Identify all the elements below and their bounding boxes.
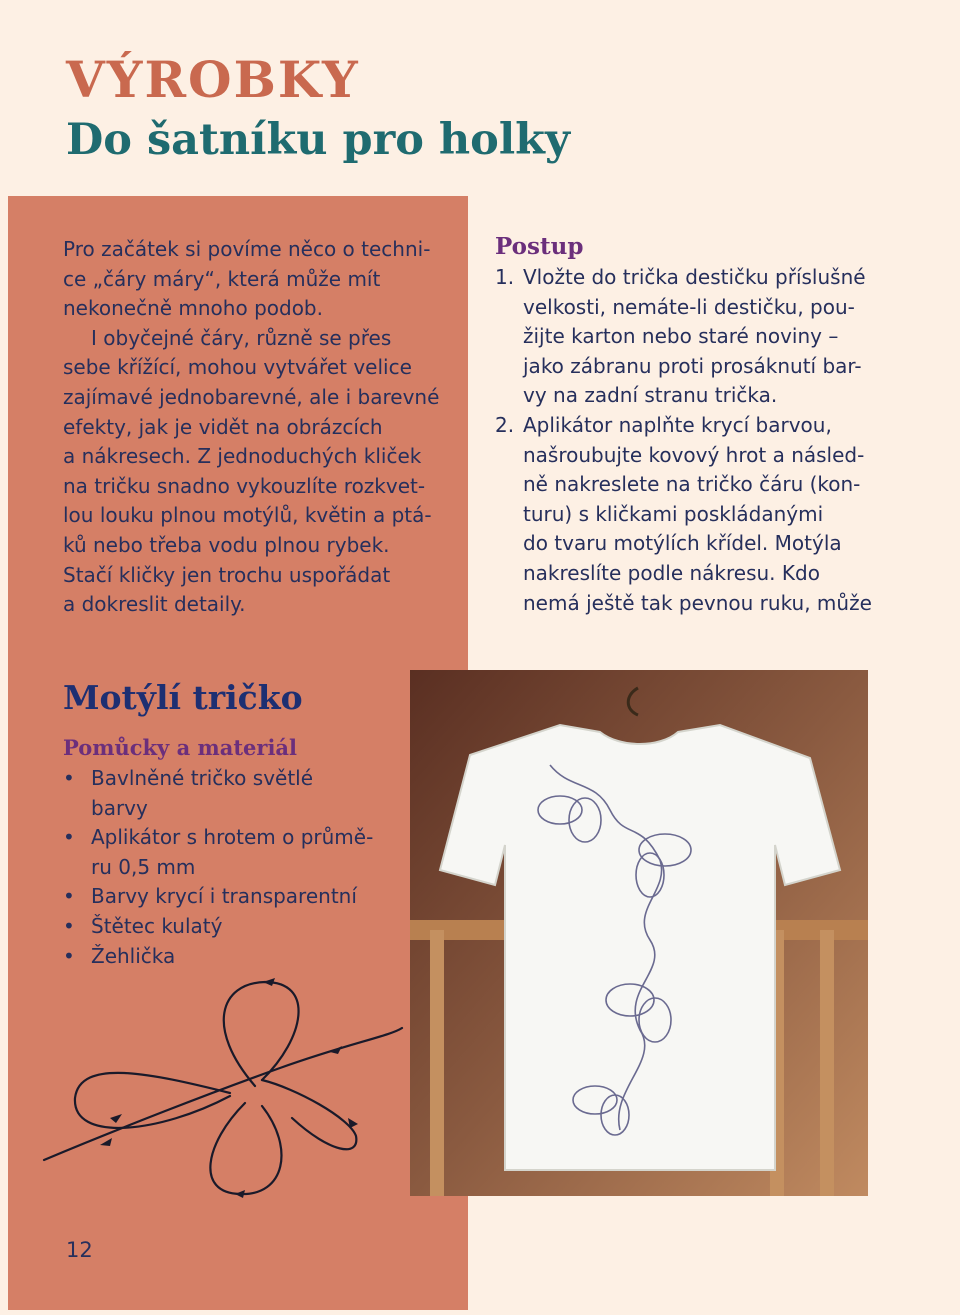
project-title: Motýlí tričko (63, 678, 303, 717)
list-item-text: Štětec kulatý (91, 913, 223, 938)
intro-line: nekonečně mnoho podob. (63, 296, 323, 321)
butterfly-loop-diagram (30, 968, 410, 1198)
list-item (63, 823, 373, 853)
bullet-icon: • (63, 825, 75, 850)
procedure-steps (495, 263, 872, 618)
list-item-text: Bavlněné tričko světlé (91, 766, 314, 790)
intro-line: a nákresech. Z jednoduchých kliček (63, 444, 422, 469)
bullet-icon: • (63, 943, 75, 968)
procedure-step-1 (495, 263, 872, 293)
list-item-text: Žehlička (91, 943, 176, 968)
step-line: jako zábranu proti prosáknutí bar- (523, 353, 862, 378)
intro-line: sebe křížící, mohou vytvářet velice (63, 355, 412, 380)
step-line: Vložte do trička destičku příslušné (523, 265, 866, 289)
step-number: 2. (495, 412, 515, 437)
step-number: 1. (495, 265, 515, 289)
step-line: turu) s kličkami poskládanými (523, 501, 824, 526)
step-line: Aplikátor naplňte krycí barvou, (523, 412, 832, 437)
page-number: 12 (66, 1238, 93, 1262)
step-line: žijte karton nebo staré noviny – (523, 324, 839, 349)
list-item-continuation: ru 0,5 mm (91, 854, 196, 879)
bullet-icon: • (63, 884, 75, 909)
intro-line: efekty, jak je vidět na obrázcích (63, 414, 383, 439)
intro-line: ce „čáry máry“, která může mít (63, 266, 381, 291)
step-line: našroubujte kovový hrot a násled- (523, 442, 865, 467)
procedure-heading: Postup (495, 233, 584, 260)
list-item (63, 764, 373, 794)
intro-line: na tričku snadno vykouzlíte rozkvet- (63, 473, 426, 498)
step-line: ně nakreslete na tričko čáru (kon- (523, 472, 861, 497)
intro-line: lou louku plnou motýlů, květin a ptá- (63, 503, 432, 528)
bullet-icon: • (63, 766, 75, 790)
intro-line: Pro začátek si povíme něco o techni- (63, 237, 431, 261)
list-item-continuation: barvy (91, 795, 148, 820)
list-item-text: Barvy krycí i transparentní (91, 884, 357, 909)
intro-line: ků nebo třeba vodu plnou rybek. (63, 532, 390, 557)
step-line: do tvaru motýlích křídel. Motýla (523, 531, 842, 556)
tshirt-photo (410, 670, 868, 1196)
step-line: nemá ještě tak pevnou ruku, může (523, 590, 872, 615)
page-subtitle: Do šatníku pro holky (66, 115, 570, 165)
list-item (63, 882, 373, 912)
list-item (63, 942, 373, 972)
materials-heading: Pomůcky a materiál (63, 735, 298, 760)
materials-list (63, 764, 373, 971)
intro-paragraph (63, 235, 439, 620)
intro-line: I obyčejné čáry, různě se přes (91, 325, 392, 350)
intro-line: zajímavé jednobarevné, ale i barevné (63, 384, 440, 409)
intro-line: Stačí kličky jen trochu uspořádat (63, 562, 391, 587)
step-line: nakreslíte podle nákresu. Kdo (523, 560, 820, 585)
bullet-icon: • (63, 913, 75, 938)
step-line: velkosti, nemáte-li destičku, pou- (523, 294, 855, 319)
step-line: vy na zadní stranu trička. (523, 383, 778, 408)
procedure-step-2 (495, 411, 872, 441)
page-title: VÝROBKY (66, 50, 360, 109)
list-item (63, 912, 373, 942)
list-item-text: Aplikátor s hrotem o průmě- (91, 825, 374, 850)
intro-line: a dokreslit detaily. (63, 592, 246, 617)
